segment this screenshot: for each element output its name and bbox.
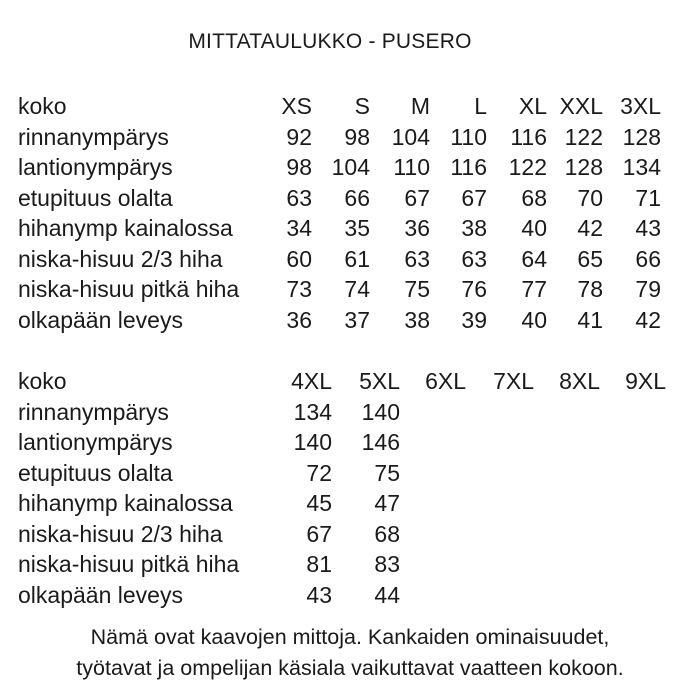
pattern-note-line-1: Nämä ovat kaavojen mittoja. Kankaiden ominaisuudet, xyxy=(90,625,610,649)
measurement-value: 128 xyxy=(622,123,661,150)
measurement-value: 38 xyxy=(404,306,430,333)
measurement-value: 43 xyxy=(306,581,332,608)
measurement-label: lantionympärys xyxy=(18,429,173,455)
measurement-label: hihanymp kainalossa xyxy=(18,215,233,241)
measurement-value: 81 xyxy=(306,551,332,577)
measurement-value xyxy=(600,458,666,489)
size-table-1 xyxy=(0,91,661,335)
measurement-value: 140 xyxy=(361,398,400,425)
measurement-label: niska-hisuu 2/3 hiha xyxy=(18,245,223,272)
measurement-row xyxy=(0,152,661,183)
measurement-value xyxy=(534,458,600,489)
measurement-value: 36 xyxy=(286,306,312,333)
size-header-label: koko xyxy=(18,368,67,394)
measurement-row xyxy=(0,580,666,611)
size-header-3xl: 3XL xyxy=(620,93,661,119)
size-header-l: L xyxy=(474,93,487,119)
measurement-value xyxy=(466,397,534,428)
measurement-row xyxy=(0,244,661,275)
measurement-value xyxy=(534,488,600,519)
measurement-value: 37 xyxy=(344,306,370,333)
measurement-value: 98 xyxy=(344,123,370,150)
measurement-value: 42 xyxy=(577,215,603,241)
size-header-7xl: 7XL xyxy=(493,368,534,394)
measurement-value xyxy=(534,397,600,428)
measurement-row xyxy=(0,427,666,458)
measurement-value: 67 xyxy=(306,520,332,547)
measurement-row xyxy=(0,458,666,489)
size-header-6xl: 6XL xyxy=(425,368,466,394)
measurement-value: 42 xyxy=(635,306,661,333)
measurement-value: 64 xyxy=(521,245,547,272)
measurement-value: 98 xyxy=(286,154,312,180)
measurement-row xyxy=(0,274,661,305)
size-header-xl: XL xyxy=(518,93,547,119)
measurement-value: 92 xyxy=(286,123,312,150)
size-header-label: koko xyxy=(18,93,67,119)
measurement-value: 134 xyxy=(293,398,332,425)
size-header-8xl: 8XL xyxy=(559,368,600,394)
measurement-value: 77 xyxy=(521,276,547,302)
measurement-value xyxy=(466,427,534,458)
measurement-label: niska-hisuu 2/3 hiha xyxy=(18,520,223,547)
measurement-value xyxy=(600,488,666,519)
measurement-value: 71 xyxy=(635,184,661,211)
measurement-value: 66 xyxy=(635,245,661,272)
measurement-value: 45 xyxy=(306,490,332,516)
measurement-value: 67 xyxy=(461,184,487,211)
measurement-value: 116 xyxy=(450,154,487,180)
measurement-value: 104 xyxy=(331,154,370,180)
measurement-value: 61 xyxy=(344,245,370,272)
measurement-value: 83 xyxy=(374,551,400,577)
measurement-value: 74 xyxy=(344,276,370,302)
measurement-value: 75 xyxy=(374,459,400,486)
measurement-value: 40 xyxy=(521,215,547,241)
measurement-value xyxy=(400,458,466,489)
measurement-value: 104 xyxy=(391,123,430,150)
measurement-value xyxy=(466,580,534,611)
measurement-value: 34 xyxy=(286,215,312,241)
measurement-value: 38 xyxy=(461,215,487,241)
measurement-value: 44 xyxy=(374,581,400,608)
size-header-5xl: 5XL xyxy=(359,368,400,394)
measurement-value xyxy=(400,397,466,428)
size-table-2 xyxy=(0,366,666,610)
measurement-label: rinnanympärys xyxy=(18,123,169,150)
measurement-value xyxy=(600,549,666,580)
measurement-value xyxy=(400,488,466,519)
size-header-row xyxy=(0,91,661,122)
measurement-value: 75 xyxy=(404,276,430,302)
measurement-value: 39 xyxy=(461,306,487,333)
measurement-label: lantionympärys xyxy=(18,154,173,180)
measurement-value: 128 xyxy=(564,154,603,180)
measurement-value xyxy=(466,488,534,519)
measurement-row xyxy=(0,488,666,519)
measurement-value: 110 xyxy=(393,154,430,180)
size-header-4xl: 4XL xyxy=(291,368,332,394)
measurement-value xyxy=(600,580,666,611)
size-header-s: S xyxy=(354,93,370,119)
measurement-row xyxy=(0,122,661,153)
measurement-label: niska-hisuu pitkä hiha xyxy=(18,551,240,577)
measurement-value: 40 xyxy=(521,306,547,333)
measurement-value: 72 xyxy=(306,459,332,486)
measurement-label: hihanymp kainalossa xyxy=(18,490,233,516)
measurement-value: 110 xyxy=(450,123,487,150)
measurement-value: 73 xyxy=(286,276,312,302)
size-table-1-body xyxy=(0,91,661,335)
measurement-value: 134 xyxy=(622,154,661,180)
size-header-xxl: XXL xyxy=(559,93,603,119)
measurement-value: 67 xyxy=(404,184,430,211)
measurement-value xyxy=(534,427,600,458)
measurement-value: 63 xyxy=(404,245,430,272)
measurement-value: 65 xyxy=(577,245,603,272)
measurement-value xyxy=(400,549,466,580)
measurement-row xyxy=(0,549,666,580)
pattern-note-line-2: työtavat ja ompelijan käsiala vaikuttavat vaatteen kokoon. xyxy=(76,656,624,680)
measurement-value: 35 xyxy=(344,215,370,241)
size-header-9xl: 9XL xyxy=(625,368,666,394)
size-header-row xyxy=(0,366,666,397)
measurement-value: 68 xyxy=(521,184,547,211)
measurement-value: 41 xyxy=(577,306,603,333)
measurement-value: 66 xyxy=(344,184,370,211)
measurement-value: 79 xyxy=(635,276,661,302)
measurement-value xyxy=(400,427,466,458)
measurement-value: 116 xyxy=(510,123,547,150)
measurement-row xyxy=(0,213,661,244)
measurement-label: olkapään leveys xyxy=(18,306,183,333)
size-header-m: M xyxy=(410,93,430,119)
measurement-value: 68 xyxy=(374,520,400,547)
size-table-2-body xyxy=(0,366,666,610)
page-title: MITTATAULUKKO - PUSERO xyxy=(188,30,472,53)
measurement-value xyxy=(466,549,534,580)
measurement-value xyxy=(400,519,466,550)
measurement-value: 122 xyxy=(508,154,547,180)
measurement-label: olkapään leveys xyxy=(18,581,183,608)
measurement-value xyxy=(466,458,534,489)
measurement-value: 122 xyxy=(564,123,603,150)
measurement-value xyxy=(600,519,666,550)
measurement-value xyxy=(600,397,666,428)
pattern-note xyxy=(0,622,700,684)
measurement-value: 63 xyxy=(286,184,312,211)
measurement-value: 70 xyxy=(577,184,603,211)
measurement-label: rinnanympärys xyxy=(18,398,169,425)
measurement-row xyxy=(0,519,666,550)
measurement-value: 76 xyxy=(461,276,487,302)
measurement-label: etupituus olalta xyxy=(18,184,173,211)
measurement-row xyxy=(0,305,661,336)
measurement-value xyxy=(400,580,466,611)
measurement-value: 43 xyxy=(635,215,661,241)
measurement-row xyxy=(0,183,661,214)
measurement-row xyxy=(0,397,666,428)
measurement-label: etupituus olalta xyxy=(18,459,173,486)
measurement-value: 78 xyxy=(577,276,603,302)
measurement-value xyxy=(466,519,534,550)
measurement-value: 60 xyxy=(286,245,312,272)
measurement-value: 140 xyxy=(293,429,332,455)
measurement-value xyxy=(534,580,600,611)
size-header-xs: XS xyxy=(281,93,312,119)
measurement-value xyxy=(600,427,666,458)
measurement-value: 146 xyxy=(361,429,400,455)
measurement-label: niska-hisuu pitkä hiha xyxy=(18,276,240,302)
measurement-value xyxy=(534,549,600,580)
measurement-value: 47 xyxy=(374,490,400,516)
measurement-value xyxy=(534,519,600,550)
measurement-value: 63 xyxy=(461,245,487,272)
measurement-value: 36 xyxy=(404,215,430,241)
